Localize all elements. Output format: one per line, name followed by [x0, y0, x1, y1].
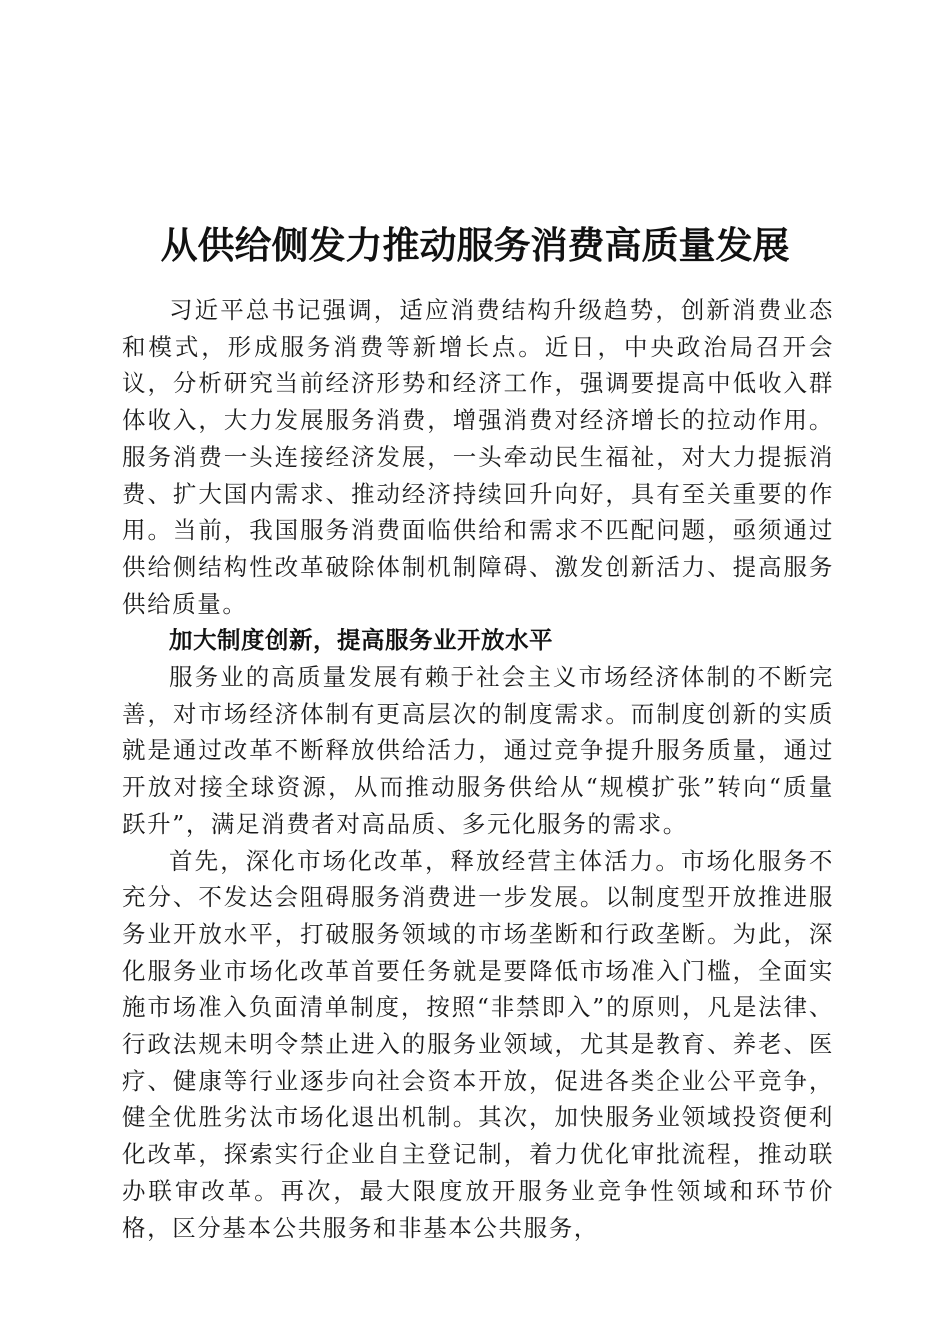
section-heading: 加大制度创新，提高服务业开放水平 [169, 626, 553, 655]
document-body [122, 292, 834, 1246]
section-paragraph-1: 服务业的高质量发展有赖于社会主义市场经济体制的不断完善，对市场经济体制有更高层次的制度需求。而制度创新的实质就是通过改革不断释放供给活力，通过竞争提升服务质量，通过开放对接全球资源，从而推动服务供给从“规模扩张”转向“质量跃升”，满足消费者对高品质、多元化服务的需求。 [122, 663, 834, 838]
document-title: 从供给侧发力推动服务消费高质量发展 [160, 222, 790, 267]
intro-paragraph: 习近平总书记强调，适应消费结构升级趋势，创新消费业态和模式，形成服务消费等新增长点。近日，中央政治局召开会议，分析研究当前经济形势和经济工作，强调要提高中低收入群体收入，大力发展服务消费，增强消费对经济增长的拉动作用。服务消费一头连接经济发展，一头牵动民生福祉，对大力提振消费、扩大国内需求、推动经济持续回升向好，具有至关重要的作用。当前，我国服务消费面临供给和需求不匹配问题，亟须通过供给侧结构性改革破除体制机制障碍、激发创新活力、提高服务供给质量。 [122, 296, 834, 618]
section-paragraph-2: 首先，深化市场化改革，释放经营主体活力。市场化服务不充分、不发达会阻碍服务消费进一步发展。以制度型开放推进服务业开放水平，打破服务领域的市场垄断和行政垄断。为此，深化服务业市场化改革首要任务就是要降低市场准入门槛，全面实施市场准入负面清单制度，按照“非禁即入”的原则，凡是法律、行政法规未明令禁止进入的服务业领域，尤其是教育、养老、医疗、健康等行业逐步向社会资本开放，促进各类企业公平竞争，健全优胜劣汰市场化退出机制。其次，加快服务业领域投资便利化改革，探索实行企业自主登记制，着力优化审批流程，推动联办联审改革。再次，最大限度放开服务业竞争性领域和环节价格，区分基本公共服务和非基本公共服务， [122, 846, 834, 1242]
